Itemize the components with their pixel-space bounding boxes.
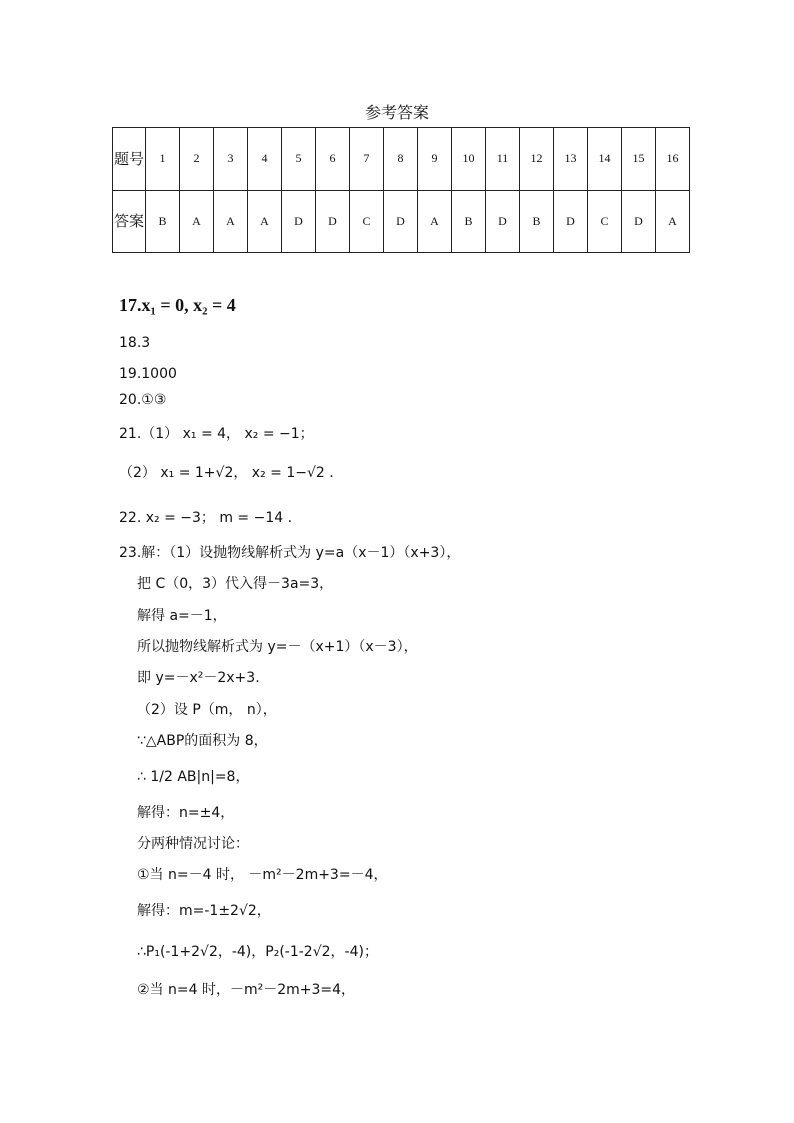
table-cell: 6 (316, 128, 350, 191)
answer-23-line: 23.解：（1）设抛物线解析式为 y=a（x－1）（x+3）， (119, 545, 461, 561)
answer-23-line: ①当 n=－4 时， －m²－2m+3=－4， (137, 867, 388, 883)
table-row-numbers (113, 128, 690, 191)
row-header-answer: 答案 (113, 190, 146, 253)
answer-19: 19.1000 (119, 366, 177, 382)
table-cell: B (452, 190, 486, 253)
table-cell: A (418, 190, 452, 253)
table-cell: C (588, 190, 622, 253)
table-cell: 10 (452, 128, 486, 191)
answer-21-part2: （2） x₁ = 1+√2， x₂ = 1−√2 . (119, 465, 334, 481)
table-cell: 11 (486, 128, 520, 191)
table-cell: A (214, 190, 248, 253)
table-cell: 7 (350, 128, 384, 191)
answer-table (112, 127, 690, 253)
table-row-answers (113, 190, 690, 253)
table-cell: 3 (214, 128, 248, 191)
answer-23-line: ②当 n=4 时，－m²－2m+3=4， (137, 982, 356, 998)
table-cell: 9 (418, 128, 452, 191)
table-cell: B (520, 190, 554, 253)
table-cell: D (486, 190, 520, 253)
table-cell: 4 (248, 128, 282, 191)
page-title: 参考答案 (364, 103, 429, 122)
table-cell: 12 (520, 128, 554, 191)
table-cell: 2 (180, 128, 214, 191)
answer-21-part1: 21.（1） x₁ = 4， x₂ = −1； (119, 426, 314, 442)
answer-22: 22. x₂ = −3； m = −14 . (119, 510, 293, 526)
answer-23-line: ∵△ABP的面积为 8， (137, 733, 268, 749)
answer-23-line: 解得：m=-1±2√2， (137, 903, 271, 919)
answer-23-line: （2）设 P（m， n）， (137, 702, 277, 718)
answer-23-line: ∴P₁(-1+2√2，-4)，P₂(-1-2√2，-4)； (137, 944, 378, 960)
table-cell: 16 (656, 128, 690, 191)
answer-23-line: 即 y=－x²－2x+3. (137, 670, 260, 686)
answer-23-line: 所以抛物线解析式为 y=－（x+1）（x－3）， (137, 639, 418, 655)
table-cell: C (350, 190, 384, 253)
table-cell: A (248, 190, 282, 253)
table-cell: 1 (146, 128, 180, 191)
answer-23-line: 解得 a=－1， (137, 608, 227, 624)
table-cell: A (656, 190, 690, 253)
answer-23-line: 分两种情况讨论： (137, 836, 249, 852)
table-cell: D (316, 190, 350, 253)
table-cell: D (384, 190, 418, 253)
answer-23-line: 解得：n=±4， (137, 805, 235, 821)
table-cell: D (554, 190, 588, 253)
table-cell: 8 (384, 128, 418, 191)
answer-17: 17.x₁ = 0, x₂ = 4 (119, 295, 236, 315)
table-cell: B (146, 190, 180, 253)
table-cell: 5 (282, 128, 316, 191)
table-cell: 13 (554, 128, 588, 191)
table-cell: D (282, 190, 316, 253)
table-cell: A (180, 190, 214, 253)
answer-20: 20.①③ (119, 392, 167, 408)
row-header-question-number: 题号 (113, 128, 146, 191)
table-cell: D (622, 190, 656, 253)
answer-23-line: ∴ 1/2 AB|n|=8， (137, 769, 250, 785)
answer-23-line: 把 C（0，3）代入得－3a=3， (137, 576, 334, 592)
table-cell: 15 (622, 128, 656, 191)
table-cell: 14 (588, 128, 622, 191)
answer-18: 18.3 (119, 335, 151, 351)
